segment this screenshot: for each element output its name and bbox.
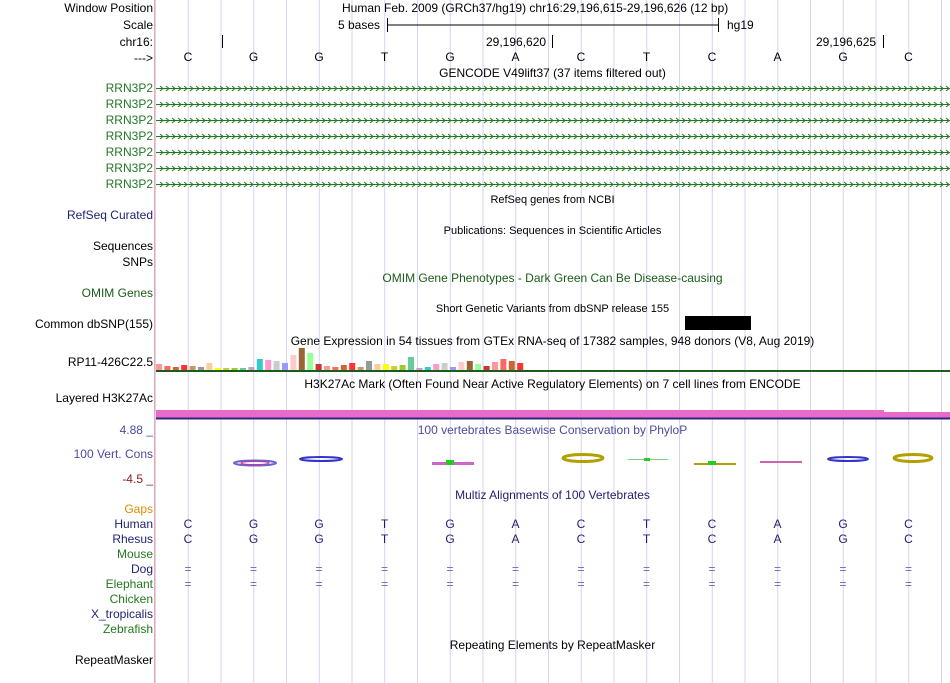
alignment-base: = bbox=[773, 577, 781, 591]
h3k27ac-track-title[interactable]: H3K27Ac Mark (Often Found Near Active Regulatory Elements) on 7 cell lines from ENCODE bbox=[304, 377, 801, 391]
base-letter: C bbox=[904, 50, 913, 64]
alignment-base: = bbox=[839, 577, 847, 591]
alignment-base: T bbox=[642, 532, 651, 546]
alignment-base: = bbox=[839, 562, 847, 576]
publications-track-title[interactable]: Publications: Sequences in Scientific Articles bbox=[443, 225, 662, 237]
dbsnp-track-label[interactable]: Common dbSNP(155) bbox=[34, 317, 153, 331]
gtex-track-label[interactable]: RP11-426C22.5 bbox=[67, 355, 153, 369]
alignment-base: = bbox=[446, 562, 454, 576]
gaps-label[interactable]: Gaps bbox=[124, 502, 153, 516]
alignment-base: A bbox=[511, 532, 520, 546]
alignment-base: = bbox=[708, 577, 716, 591]
alignment-base: = bbox=[642, 577, 650, 591]
omim-track-label[interactable]: OMIM Genes bbox=[81, 286, 153, 300]
base-letter: G bbox=[445, 50, 455, 64]
alignment-base: C bbox=[183, 532, 193, 546]
species-label-mouse[interactable]: Mouse bbox=[116, 547, 153, 561]
sequences-track-label[interactable]: Sequences bbox=[92, 239, 153, 253]
alignment-base: = bbox=[315, 562, 323, 576]
base-letter: G bbox=[838, 50, 848, 64]
alignment-base: A bbox=[773, 517, 782, 531]
cons-track-label[interactable]: 100 Vert. Cons bbox=[73, 447, 153, 461]
base-letter: T bbox=[380, 50, 389, 64]
dbsnp-track-title[interactable]: Short Genetic Variants from dbSNP release 155 bbox=[435, 303, 670, 315]
alignment-base: = bbox=[380, 562, 388, 576]
alignment-base: = bbox=[184, 562, 192, 576]
h3k27ac-track-label[interactable]: Layered H3K27Ac bbox=[55, 391, 153, 405]
alignment-base: T bbox=[380, 532, 389, 546]
species-label-elephant[interactable]: Elephant bbox=[105, 577, 153, 591]
alignment-base: C bbox=[904, 517, 913, 531]
coordinate-label: 29,196,620 bbox=[486, 35, 547, 49]
alignment-base: T bbox=[380, 517, 389, 531]
alignment-base: G bbox=[838, 517, 848, 531]
alignment-base: = bbox=[904, 562, 912, 576]
alignment-base: G bbox=[314, 532, 324, 546]
species-label-chicken[interactable]: Chicken bbox=[109, 592, 153, 606]
alignment-base: = bbox=[904, 577, 912, 591]
alignment-base: A bbox=[511, 517, 520, 531]
alignment-base: = bbox=[249, 577, 257, 591]
base-letter: C bbox=[183, 50, 193, 64]
alignment-base: C bbox=[183, 517, 193, 531]
cons-max-label: 4.88 _ bbox=[119, 423, 153, 437]
alignment-base: C bbox=[707, 532, 717, 546]
chr-label: chr16: bbox=[119, 35, 153, 49]
gene-label-rrn3p2[interactable]: RRN3P2 bbox=[105, 81, 153, 95]
base-letter: C bbox=[576, 50, 586, 64]
alignment-base: = bbox=[511, 562, 519, 576]
gencode-track-title[interactable]: GENCODE V49lift37 (37 items filtered out) bbox=[439, 66, 666, 80]
alignment-base: = bbox=[380, 577, 388, 591]
coordinate-label: 29,196,625 bbox=[816, 35, 877, 49]
cons-track-title[interactable]: 100 vertebrates Basewise Conservation by PhyloP bbox=[417, 423, 688, 437]
alignment-base: G bbox=[445, 532, 455, 546]
alignment-base: = bbox=[708, 562, 716, 576]
gene-label-rrn3p2[interactable]: RRN3P2 bbox=[105, 145, 153, 159]
alignment-base: G bbox=[248, 517, 259, 531]
omim-track-title[interactable]: OMIM Gene Phenotypes - Dark Green Can Be Disease-causing bbox=[382, 271, 723, 285]
gene-label-rrn3p2[interactable]: RRN3P2 bbox=[105, 177, 153, 191]
snps-track-label[interactable]: SNPs bbox=[122, 255, 153, 269]
gene-label-rrn3p2[interactable]: RRN3P2 bbox=[105, 113, 153, 127]
alignment-base: C bbox=[707, 517, 717, 531]
alignment-base: = bbox=[577, 577, 585, 591]
assembly-label: hg19 bbox=[727, 18, 754, 32]
alignment-base: G bbox=[838, 532, 848, 546]
scale-text: 5 bases bbox=[338, 18, 381, 32]
alignment-base: = bbox=[184, 577, 192, 591]
alignment-base: = bbox=[577, 562, 585, 576]
alignment-base: = bbox=[446, 577, 454, 591]
species-label-dog[interactable]: Dog bbox=[130, 562, 153, 576]
gene-label-rrn3p2[interactable]: RRN3P2 bbox=[105, 97, 153, 111]
repeatmasker-track-label[interactable]: RepeatMasker bbox=[74, 653, 153, 667]
multiz-track-title[interactable]: Multiz Alignments of 100 Vertebrates bbox=[455, 488, 650, 502]
base-letter: A bbox=[773, 50, 782, 64]
position-text: Human Feb. 2009 (GRCh37/hg19) chr16:29,196,615-29,196,626 (12 bp) bbox=[342, 1, 729, 15]
alignment-base: C bbox=[904, 532, 913, 546]
alignment-base: = bbox=[773, 562, 781, 576]
alignment-base: G bbox=[248, 532, 259, 546]
alignment-base: = bbox=[511, 577, 519, 591]
alignment-base: C bbox=[576, 532, 586, 546]
refseq-track-label[interactable]: RefSeq Curated bbox=[66, 208, 153, 222]
alignment-base: T bbox=[642, 517, 651, 531]
base-letter: G bbox=[314, 50, 324, 64]
strand-label: ---> bbox=[134, 51, 153, 65]
species-label-human[interactable]: Human bbox=[114, 517, 153, 531]
alignment-base: G bbox=[314, 517, 324, 531]
base-letter: T bbox=[642, 50, 651, 64]
alignment-base: C bbox=[576, 517, 586, 531]
species-label-zebrafish[interactable]: Zebrafish bbox=[102, 622, 153, 636]
alignment-base: G bbox=[445, 517, 455, 531]
window-position-label: Window Position bbox=[64, 1, 153, 15]
species-label-x-tropicalis[interactable]: X_tropicalis bbox=[90, 607, 153, 621]
base-letter: A bbox=[511, 50, 520, 64]
cons-min-label: -4.5 _ bbox=[122, 472, 153, 486]
refseq-track-title[interactable]: RefSeq genes from NCBI bbox=[490, 194, 615, 206]
gene-label-rrn3p2[interactable]: RRN3P2 bbox=[105, 129, 153, 143]
alignment-base: = bbox=[642, 562, 650, 576]
gtex-track-title[interactable]: Gene Expression in 54 tissues from GTEx RNA-seq of 17382 samples, 948 donors (V8, Aug 2019) bbox=[290, 334, 815, 348]
base-letter: G bbox=[248, 50, 259, 64]
repeatmasker-track-title[interactable]: Repeating Elements by RepeatMasker bbox=[449, 638, 656, 652]
scale-label: Scale bbox=[122, 18, 153, 32]
species-label-rhesus[interactable]: Rhesus bbox=[112, 532, 153, 546]
gene-label-rrn3p2[interactable]: RRN3P2 bbox=[105, 161, 153, 175]
base-letter: C bbox=[707, 50, 717, 64]
alignment-base: A bbox=[773, 532, 782, 546]
alignment-base: = bbox=[315, 577, 323, 591]
alignment-base: = bbox=[249, 562, 257, 576]
